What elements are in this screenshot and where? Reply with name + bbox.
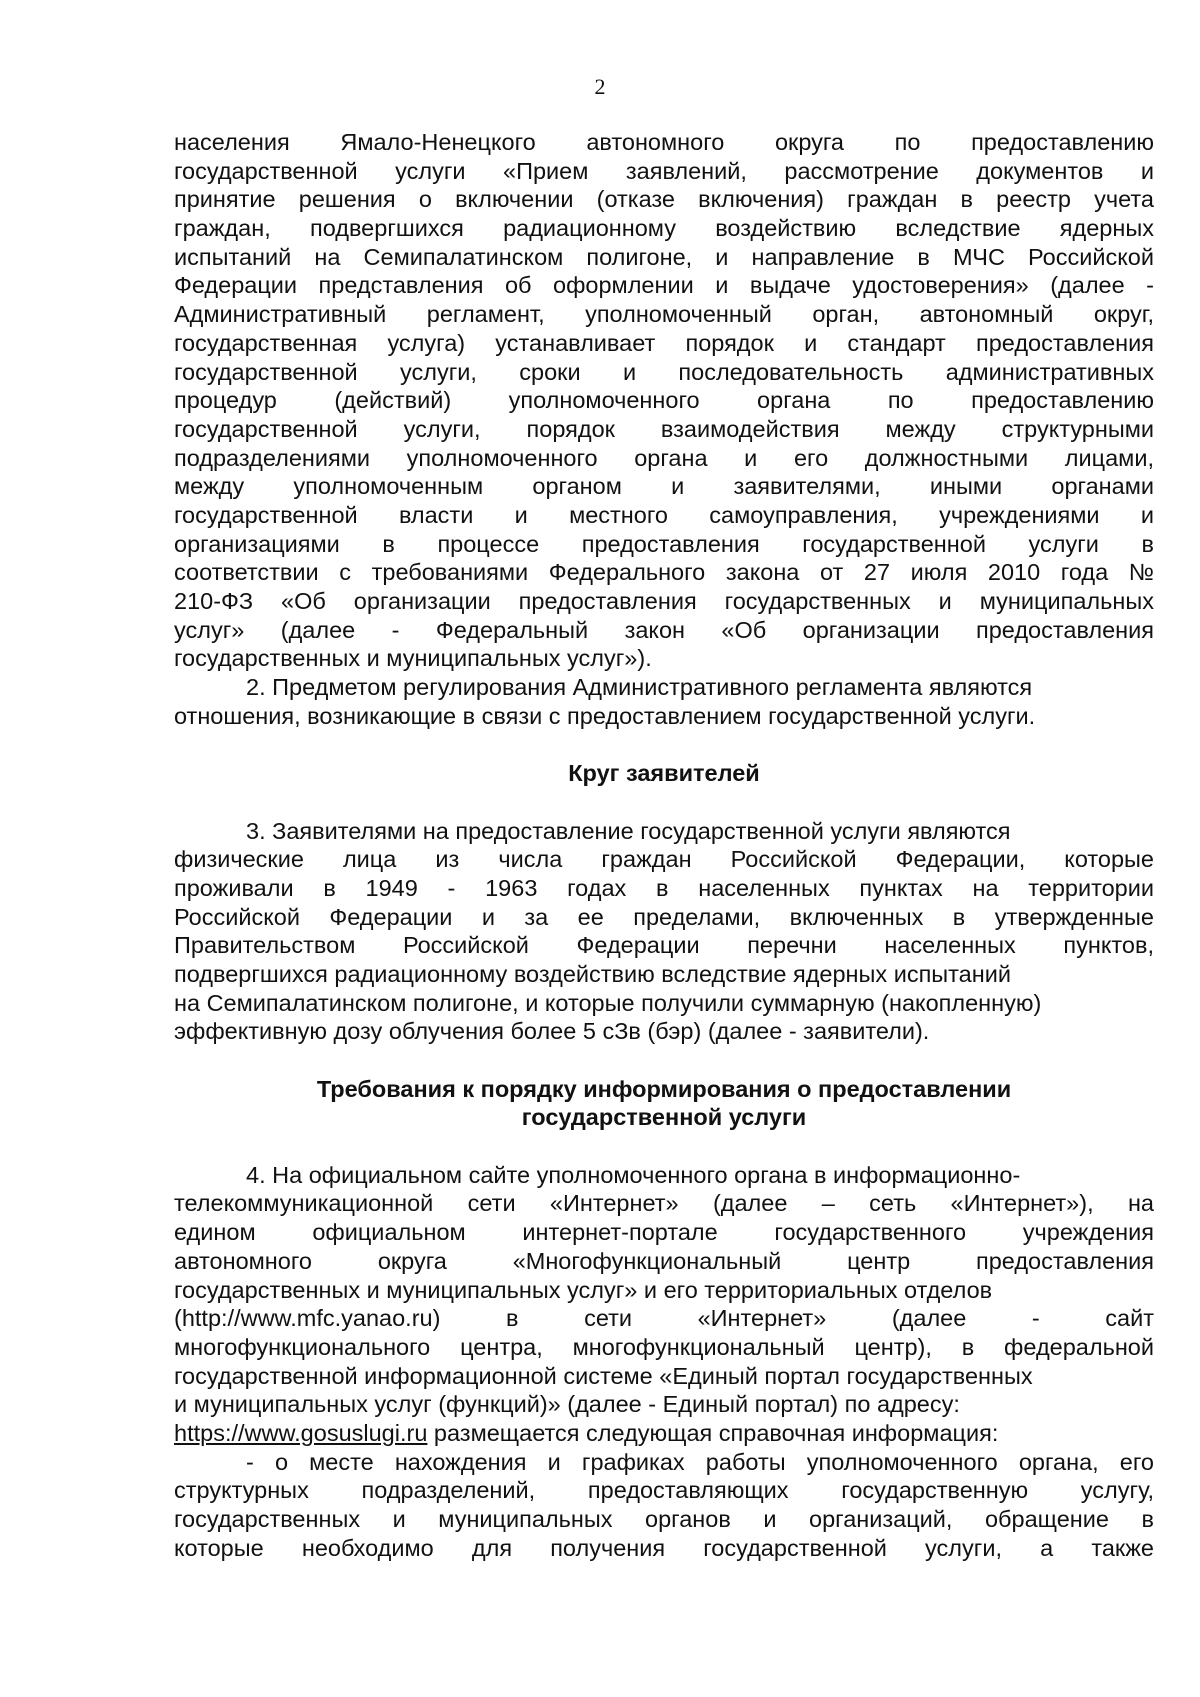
text-line: 210-ФЗ «Об организации предоставления государственных и муниципальных — [174, 588, 1154, 614]
text-line: организациями в процессе предоставления государственной услуги в — [174, 530, 1154, 557]
text-line — [174, 1419, 1154, 1448]
text-line: государственной услуги, сроки и последовательность административных — [174, 358, 1154, 385]
text-line: 3. Заявителями на предоставление государственной услуги являются — [246, 817, 1011, 844]
text-line: соответствии с требованиями Федерального закона от 27 июля 2010 года № — [174, 559, 1154, 586]
gosuslugi-link[interactable]: https://www.gosuslugi.ru — [174, 1419, 428, 1446]
text-line: Российской Федерации и за ее пределами, включенных в утвержденные — [174, 903, 1154, 930]
text-line: отношения, возникающие в связи с предоставлением государственной услуги. — [174, 702, 1036, 729]
text-line: многофункционального центра, многофункциональный центр), в федеральной — [174, 1333, 1154, 1360]
text-line: эффективную дозу облучения более 5 сЗв (бэр) (далее - заявители). — [174, 1018, 930, 1045]
text-line: государственной власти и местного самоуправления, учреждениями и — [174, 501, 1154, 528]
section-heading: государственной услуги — [521, 1104, 807, 1131]
text-line: государственной услуги, порядок взаимодействия между структурными — [174, 415, 1154, 442]
text-line: граждан, подвергшихся радиационному воздействию вследствие ядерных — [174, 215, 1154, 242]
section-heading: Требования к порядку информирования о предоставлении — [316, 1075, 1012, 1102]
text-line: автономного округа «Многофункциональный центр предоставления — [174, 1247, 1154, 1274]
text-line: Правительством Российской Федерации перечни населенных пунктов, — [174, 932, 1154, 959]
text-line: подразделениями уполномоченного органа и его должностными лицами, — [174, 444, 1154, 471]
text-line: государственных и муниципальных услуг»). — [174, 645, 652, 672]
text-line: 4. На официальном сайте уполномоченного органа в информационно- — [246, 1161, 1021, 1188]
text-line: услуг» (далее - Федеральный закон «Об организации предоставления — [174, 616, 1154, 643]
page-number: 2 — [594, 74, 606, 99]
text-line: испытаний на Семипалатинском полигоне, и направление в МЧС Российской — [174, 243, 1154, 270]
text-line: едином официальном интернет-портале государственного учреждения — [174, 1219, 1154, 1246]
text-line: физические лица из числа граждан Российской Федерации, которые — [174, 846, 1154, 873]
document-body — [174, 128, 1154, 1562]
text-line: принятие решения о включении (отказе включения) граждан в реестр учета — [174, 186, 1154, 213]
text-line: Федерации представления об оформлении и выдаче удостоверения» (далее - — [174, 272, 1154, 299]
text-line: государственной информационной системе «Единый портал государственных — [174, 1362, 1033, 1389]
text-line: которые необходимо для получения государственной услуги, а также — [174, 1534, 1154, 1561]
text-line: государственной услуги «Прием заявлений, рассмотрение документов и — [174, 157, 1154, 184]
text-line: государственных и муниципальных услуг» и его территориальных отделов — [174, 1276, 993, 1303]
text-line: проживали в 1949 - 1963 годах в населенных пунктах на территории — [174, 874, 1154, 901]
text-line: государственных и муниципальных органов и организаций, обращение в — [174, 1506, 1154, 1532]
text-line: структурных подразделений, предоставляющих государственную услугу, — [174, 1477, 1154, 1504]
text-line: (http://www.mfc.yanao.ru) в сети «Интернет» (далее - сайт — [174, 1305, 1154, 1332]
section-heading: Круг заявителей — [568, 760, 760, 787]
text-line: процедур (действий) уполномоченного органа по предоставлению — [174, 387, 1154, 414]
text-line: населения Ямало-Ненецкого автономного округа по предоставлению — [174, 129, 1154, 155]
text-line: 2. Предметом регулирования Административного регламента являются — [246, 674, 1033, 701]
text-line: на Семипалатинском полигоне, и которые получили суммарную (накопленную) — [174, 989, 1042, 1016]
text-line: телекоммуникационной сети «Интернет» (далее – сеть «Интернет»), на — [174, 1190, 1154, 1217]
text-line: и муниципальных услуг (функций)» (далее - Единый портал) по адресу: — [174, 1391, 960, 1418]
text-span: размещается следующая справочная информация: — [427, 1419, 999, 1446]
text-line: между уполномоченным органом и заявителями, иными органами — [174, 473, 1154, 500]
text-line: - о месте нахождения и графиках работы уполномоченного органа, его — [246, 1448, 1154, 1475]
text-line: подвергшихся радиационному воздействию вследствие ядерных испытаний — [174, 960, 1011, 987]
text-line: государственная услуга) устанавливает порядок и стандарт предоставления — [174, 329, 1154, 356]
text-line: Административный регламент, уполномоченный орган, автономный округ, — [174, 301, 1154, 328]
